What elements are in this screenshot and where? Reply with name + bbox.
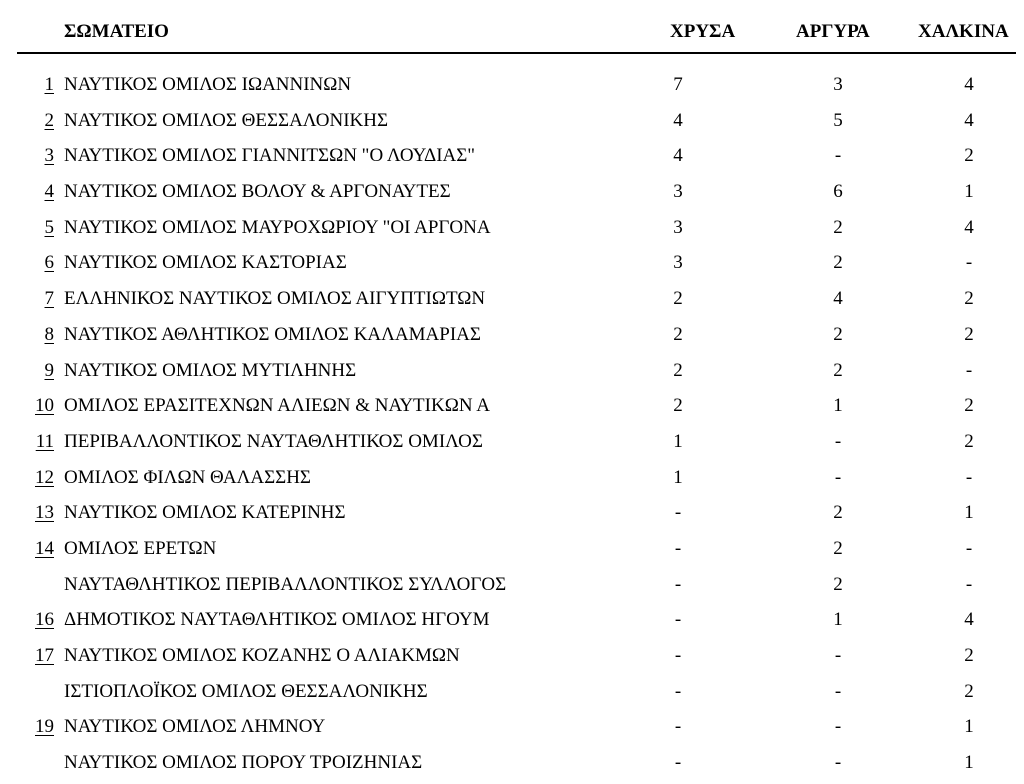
bronze-count: 2 <box>964 288 974 310</box>
table-row <box>0 141 1024 177</box>
rank-link[interactable]: 16 <box>35 609 54 631</box>
silver-count: 3 <box>833 74 843 95</box>
club-name: ΝΑΥΤΙΚΟΣ ΟΜΙΛΟΣ ΘΕΣΣΑΛΟΝΙΚΗΣ <box>64 109 389 131</box>
gold-count: 4 <box>673 145 683 167</box>
club-name: ΝΑΥΤΙΚΟΣ ΟΜΙΛΟΣ ΒΟΛΟΥ & ΑΡΓΟΝΑΥΤΕΣ <box>64 181 451 203</box>
rank-link[interactable]: 7 <box>44 288 54 310</box>
silver-count: 2 <box>833 537 843 559</box>
bronze-count: 1 <box>964 181 974 203</box>
silver-count: 6 <box>833 181 843 203</box>
table-row <box>0 213 1024 249</box>
club-name: ΝΑΥΤΙΚΟΣ ΟΜΙΛΟΣ ΜΑΥΡΟΧΩΡΙΟΥ "ΟΙ ΑΡΓΟΝΑ <box>64 216 491 238</box>
bronze-count: 2 <box>964 323 974 345</box>
club-name: ΝΑΥΤΙΚΟΣ ΟΜΙΛΟΣ ΜΥΤΙΛΗΝΗΣ <box>64 359 357 381</box>
bronze-count: 4 <box>964 216 974 238</box>
club-name: ΝΑΥΤΙΚΟΣ ΟΜΙΛΟΣ ΚΟΖΑΝΗΣ Ο ΑΛΙΑΚΜΩΝ <box>64 645 460 666</box>
gold-count: 3 <box>673 252 683 274</box>
gold-count: 2 <box>673 395 683 417</box>
gold-count: 1 <box>673 466 683 488</box>
club-name: ΔΗΜΟΤΙΚΟΣ ΝΑΥΤΑΘΛΗΤΙΚΟΣ ΟΜΙΛΟΣ ΗΓΟΥΜ <box>64 609 490 631</box>
bronze-count: - <box>965 466 973 488</box>
rank-link[interactable]: 5 <box>44 216 54 238</box>
bronze-count: - <box>965 537 973 559</box>
rank-link[interactable]: 8 <box>44 323 54 345</box>
rank-link[interactable]: 10 <box>35 395 54 417</box>
gold-count: - <box>674 502 682 524</box>
gold-count: 2 <box>673 323 683 345</box>
table-row <box>0 712 1024 748</box>
rank-link[interactable]: 13 <box>35 502 54 524</box>
silver-count: 2 <box>833 216 843 238</box>
medal-table-body <box>0 70 1024 784</box>
bronze-count: 1 <box>964 716 974 738</box>
table-row <box>0 391 1024 427</box>
gold-count: 3 <box>673 216 683 238</box>
gold-count: - <box>674 573 682 595</box>
gold-count: - <box>674 752 682 774</box>
silver-count: - <box>834 466 842 488</box>
gold-count: - <box>674 645 682 666</box>
gold-count: 2 <box>673 359 683 381</box>
table-row <box>0 284 1024 320</box>
table-row <box>0 605 1024 641</box>
rank-link[interactable]: 6 <box>44 252 54 274</box>
club-name: ΟΜΙΛΟΣ ΦΙΛΩΝ ΘΑΛΑΣΣΗΣ <box>64 466 311 488</box>
bronze-count: 2 <box>964 145 974 167</box>
column-header-bronze: ΧΑΛΚΙΝΑ <box>918 21 1009 42</box>
silver-count: - <box>834 752 842 774</box>
rank-link[interactable]: 19 <box>35 716 54 738</box>
gold-count: 2 <box>673 288 683 310</box>
bronze-count: - <box>965 573 973 595</box>
table-row <box>0 70 1024 106</box>
club-name: ΠΕΡΙΒΑΛΛΟΝΤΙΚΟΣ ΝΑΥΤΑΘΛΗΤΙΚΟΣ ΟΜΙΛΟΣ <box>64 430 483 452</box>
club-name: ΟΜΙΛΟΣ ΕΡΑΣΙΤΕΧΝΩΝ ΑΛΙΕΩΝ & ΝΑΥΤΙΚΩΝ Α <box>64 395 490 417</box>
club-name: ΝΑΥΤΙΚΟΣ ΟΜΙΛΟΣ ΚΑΣΤΟΡΙΑΣ <box>64 252 347 274</box>
silver-count: - <box>834 145 842 167</box>
table-row <box>0 534 1024 570</box>
rank-link[interactable]: 9 <box>44 359 54 381</box>
gold-count: 1 <box>673 430 683 452</box>
rank-link[interactable]: 17 <box>35 645 54 666</box>
gold-count: - <box>674 609 682 631</box>
rank-link[interactable]: 12 <box>35 466 54 488</box>
silver-count: 2 <box>833 359 843 381</box>
gold-count: 4 <box>673 109 683 131</box>
table-row <box>0 641 1024 677</box>
rank-link[interactable]: 1 <box>44 74 54 95</box>
table-row <box>0 177 1024 213</box>
silver-count: 5 <box>833 109 843 131</box>
table-row <box>0 356 1024 392</box>
club-name: ΝΑΥΤΙΚΟΣ ΟΜΙΛΟΣ ΛΗΜΝΟΥ <box>64 716 326 738</box>
gold-count: 7 <box>673 74 683 95</box>
silver-count: - <box>834 680 842 702</box>
club-name: ΝΑΥΤΙΚΟΣ ΟΜΙΛΟΣ ΓΙΑΝΝΙΤΣΩΝ "Ο ΛΟΥΔΙΑΣ" <box>64 145 476 167</box>
silver-count: - <box>834 645 842 666</box>
bronze-count: 2 <box>964 430 974 452</box>
bronze-count: 4 <box>964 109 974 131</box>
silver-count: 2 <box>833 252 843 274</box>
bronze-count: 1 <box>964 752 974 774</box>
bronze-count: - <box>965 359 973 381</box>
rank-link[interactable]: 4 <box>44 181 54 203</box>
silver-count: 4 <box>833 288 843 310</box>
table-row <box>0 106 1024 142</box>
club-name: ΝΑΥΤΑΘΛΗΤΙΚΟΣ ΠΕΡΙΒΑΛΛΟΝΤΙΚΟΣ ΣΥΛΛΟΓΟΣ <box>64 573 507 595</box>
club-name: ΝΑΥΤΙΚΟΣ ΑΘΛΗΤΙΚΟΣ ΟΜΙΛΟΣ ΚΑΛΑΜΑΡΙΑΣ <box>64 323 481 345</box>
rank-link[interactable]: 3 <box>44 145 54 167</box>
table-row <box>0 570 1024 606</box>
table-row <box>0 427 1024 463</box>
bronze-count: - <box>965 252 973 274</box>
silver-count: 1 <box>833 395 843 417</box>
gold-count: - <box>674 537 682 559</box>
table-row <box>0 498 1024 534</box>
table-row <box>0 320 1024 356</box>
rank-link[interactable]: 14 <box>35 537 54 559</box>
silver-count: - <box>834 716 842 738</box>
club-name: ΟΜΙΛΟΣ ΕΡΕΤΩΝ <box>64 537 217 559</box>
rank-link[interactable]: 11 <box>35 430 54 452</box>
bronze-count: 2 <box>964 680 974 702</box>
club-name: ΝΑΥΤΙΚΟΣ ΟΜΙΛΟΣ ΚΑΤΕΡΙΝΗΣ <box>64 502 346 524</box>
column-header-club: ΣΩΜΑΤΕΙΟ <box>64 21 169 42</box>
gold-count: 3 <box>673 181 683 203</box>
table-row <box>0 463 1024 499</box>
rank-link[interactable]: 2 <box>44 109 54 131</box>
header-divider <box>17 52 1016 54</box>
silver-count: 2 <box>833 502 843 524</box>
club-name: ΝΑΥΤΙΚΟΣ ΟΜΙΛΟΣ ΙΩΑΝΝΙΝΩΝ <box>64 74 352 95</box>
column-header-silver: ΑΡΓΥΡΑ <box>796 21 870 42</box>
bronze-count: 1 <box>964 502 974 524</box>
column-header-gold: ΧΡΥΣΑ <box>670 21 736 42</box>
gold-count: - <box>674 680 682 702</box>
bronze-count: 4 <box>964 74 974 95</box>
silver-count: 1 <box>833 609 843 631</box>
table-row <box>0 248 1024 284</box>
table-row <box>0 748 1024 784</box>
silver-count: 2 <box>833 573 843 595</box>
club-name: ΝΑΥΤΙΚΟΣ ΟΜΙΛΟΣ ΠΟΡΟΥ ΤΡΟΙΖΗΝΙΑΣ <box>64 752 423 774</box>
club-name: ΙΣΤΙΟΠΛΟΪΚΟΣ ΟΜΙΛΟΣ ΘΕΣΣΑΛΟΝΙΚΗΣ <box>64 680 428 702</box>
silver-count: - <box>834 430 842 452</box>
bronze-count: 2 <box>964 395 974 417</box>
club-name: ΕΛΛΗΝΙΚΟΣ ΝΑΥΤΙΚΟΣ ΟΜΙΛΟΣ ΑΙΓΥΠΤΙΩΤΩΝ <box>64 288 486 310</box>
table-header <box>0 0 1024 56</box>
gold-count: - <box>674 716 682 738</box>
bronze-count: 4 <box>964 609 974 631</box>
bronze-count: 2 <box>964 645 974 666</box>
table-row <box>0 677 1024 713</box>
silver-count: 2 <box>833 323 843 345</box>
